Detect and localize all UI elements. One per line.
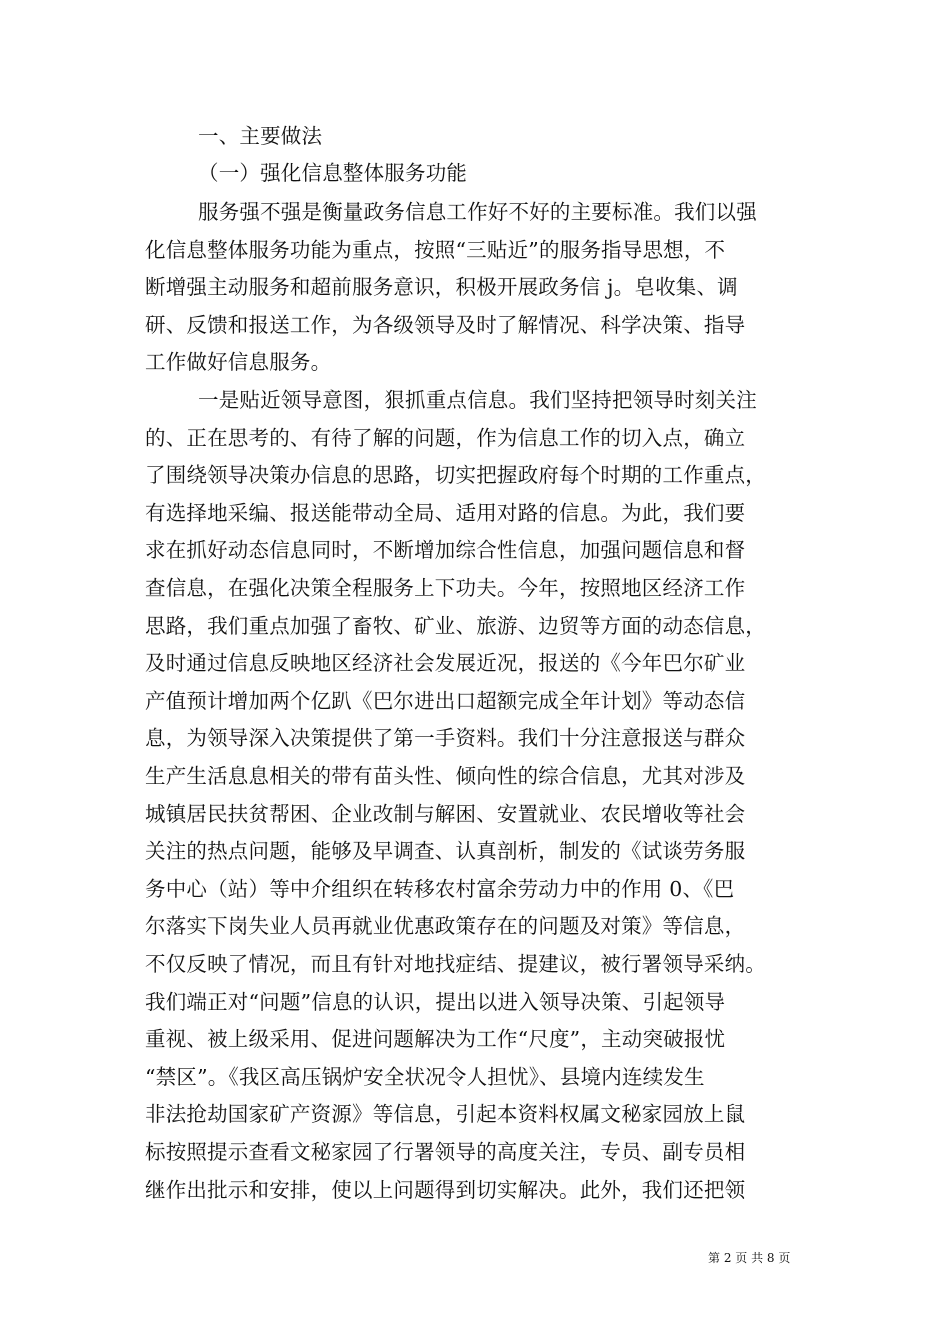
paragraph-line: 及时通过信息反映地区经济社会发展近况，报送的《今年巴尔矿业 bbox=[145, 651, 746, 675]
paragraph-line: 不仅反映了情况，而且有针对地找症结、提建议，被行署领导采纳。 bbox=[145, 952, 766, 976]
paragraph-line: 化信息整体服务功能为重点，按照“三贴近”的服务指导思想，不 bbox=[145, 238, 726, 262]
paragraph-line: 服务强不强是衡量政务信息工作好不好的主要标准。我们以强 bbox=[198, 200, 757, 224]
paragraph-line: 求在抓好动态信息同时，不断增加综合性信息，加强问题信息和督 bbox=[145, 538, 746, 562]
paragraph-line: 了围绕领导决策办信息的思路，切实把握政府每个时期的工作重点， bbox=[145, 463, 766, 487]
paragraph-line: 有选择地采编、报送能带动全局、适用对路的信息。为此，我们要 bbox=[145, 501, 746, 525]
paragraph-line: 继作出批示和安排，使以上问题得到切实解决。此外，我们还把领 bbox=[145, 1178, 746, 1202]
paragraph-line: “禁区”。《我区高压锅炉安全状况令人担忧》、县境内连续发生 bbox=[145, 1065, 705, 1089]
paragraph-line: 城镇居民扶贫帮困、企业改制与解困、安置就业、农民增收等社会 bbox=[145, 802, 746, 826]
paragraph-line: 非法抢劫国家矿产资源》等信息，引起本资料权属文秘家园放上鼠 bbox=[145, 1102, 746, 1126]
paragraph-line: 我们端正对“问题”信息的认识，提出以进入领导决策、引起领导 bbox=[145, 990, 726, 1014]
paragraph-line: 重视、被上级采用、促进问题解决为工作“尺度”，主动突破报忧 bbox=[145, 1027, 726, 1051]
paragraph-line: 生产生活息息相关的带有苗头性、倾向性的综合信息，尤其对涉及 bbox=[145, 764, 746, 788]
paragraph-line: 研、反馈和报送工作，为各级领导及时了解情况、科学决策、指导 bbox=[145, 313, 746, 337]
section-heading: 一、主要做法 bbox=[198, 124, 323, 148]
paragraph-line: 查信息，在强化决策全程服务上下功夫。今年，按照地区经济工作 bbox=[145, 576, 746, 600]
paragraph-line: 断增强主动服务和超前服务意识，积极开展政务信 j。皂收集、调 bbox=[145, 275, 738, 299]
paragraph-line: 思路，我们重点加强了畜牧、矿业、旅游、边贸等方面的动态信息， bbox=[145, 614, 766, 638]
paragraph-line: 工作做好信息服务。 bbox=[145, 350, 332, 374]
paragraph-line: 息，为领导深入决策提供了第一手资料。我们十分注意报送与群众 bbox=[145, 726, 746, 750]
subsection-heading: （一）强化信息整体服务功能 bbox=[198, 161, 468, 185]
paragraph-line: 产值预计增加两个亿趴《巴尔进出口超额完成全年计划》等动态信 bbox=[145, 689, 746, 713]
page-number: 第 2 页 共 8 页 bbox=[708, 1251, 791, 1265]
paragraph-line: 关注的热点问题，能够及早调查、认真剖析，制发的《试谈劳务服 bbox=[145, 839, 746, 863]
paragraph-line: 尔落实下岗失业人员再就业优惠政策存在的问题及对策》等信息， bbox=[145, 914, 746, 938]
paragraph-line: 标按照提示查看文秘家园了行署领导的高度关注，专员、副专员相 bbox=[145, 1140, 746, 1164]
paragraph-line: 一是贴近领导意图，狠抓重点信息。我们坚持把领导时刻关注 bbox=[198, 388, 757, 412]
paragraph-line: 的、正在思考的、有待了解的问题，作为信息工作的切入点，确立 bbox=[145, 426, 746, 450]
paragraph-line: 务中心（站）等中介组织在转移农村富余劳动力中的作用 0、《巴 bbox=[145, 877, 735, 901]
